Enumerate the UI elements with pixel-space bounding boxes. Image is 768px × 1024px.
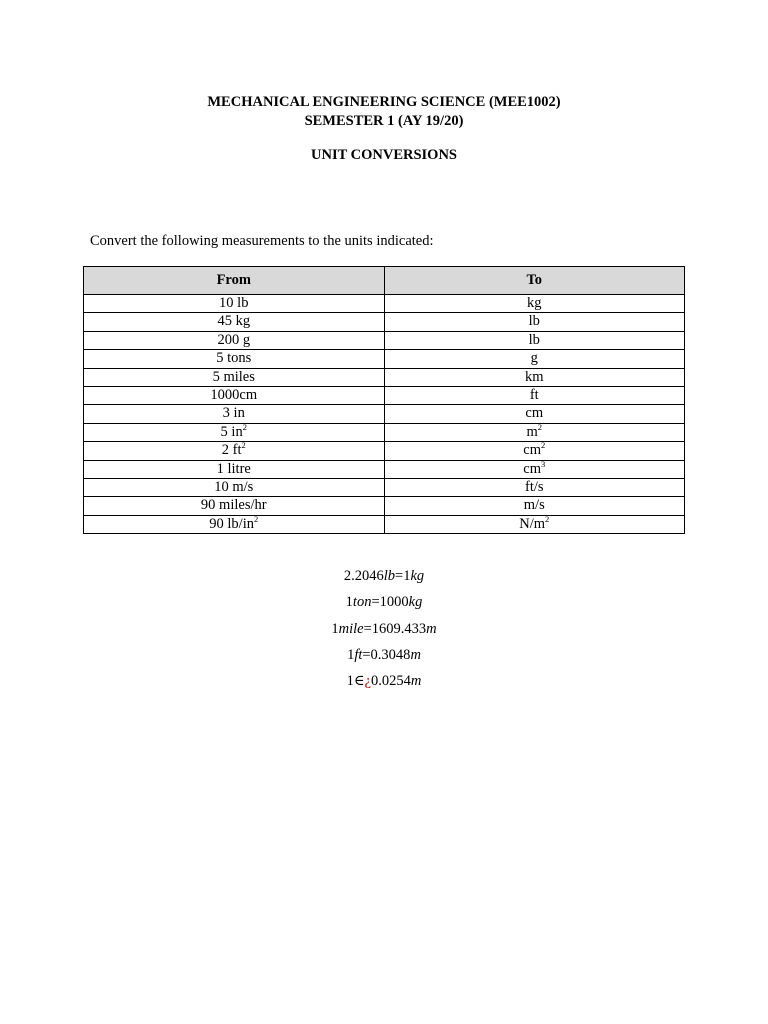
table-row	[84, 350, 685, 368]
cell-from-value: 3 in	[222, 405, 245, 422]
cell-from	[84, 423, 385, 441]
cell-to	[384, 331, 685, 349]
cell-to	[384, 313, 685, 331]
cell-to	[384, 405, 685, 423]
semester-label: SEMESTER 1 (AY 19/20)	[304, 113, 464, 129]
cell-from	[84, 405, 385, 423]
cell-to	[384, 515, 685, 533]
cell-to-value: cm	[523, 442, 541, 459]
table-row	[84, 295, 685, 313]
table-row	[84, 442, 685, 460]
cell-from	[84, 442, 385, 460]
table-row	[84, 515, 685, 533]
cell-to-value: lb	[528, 331, 540, 348]
cell-to-exponent: 3	[540, 458, 546, 469]
cell-from	[84, 515, 385, 533]
cell-to-value: lb	[528, 313, 540, 330]
cell-to-value: N/m	[519, 515, 546, 532]
cell-from-exponent: 2	[241, 440, 246, 451]
cell-to	[384, 295, 685, 313]
formula-ton-kg: 1ton=1000kg	[345, 594, 423, 611]
table-row	[84, 331, 685, 349]
cell-from-value: 200 g	[217, 331, 251, 348]
cell-to	[384, 423, 685, 441]
table-row	[84, 479, 685, 497]
table-body	[84, 295, 685, 534]
instructions-text: Convert the following measurements to the units indicated:	[90, 233, 434, 249]
cell-to-exponent: 2	[540, 440, 546, 451]
table-row	[84, 405, 685, 423]
cell-from-value: 5 tons	[216, 350, 252, 367]
cell-from	[84, 331, 385, 349]
cell-from-value: 2 ft	[221, 442, 242, 459]
cell-from-value: 90 miles/hr	[200, 497, 267, 514]
formula-ft-m: 1ft=0.3048m	[347, 646, 421, 663]
cell-to	[384, 387, 685, 405]
cell-to-value: kg	[527, 295, 542, 311]
cell-from	[84, 387, 385, 405]
cell-from-value: 45 kg	[217, 313, 251, 330]
cell-to	[384, 350, 685, 368]
table-row	[84, 313, 685, 331]
table-header-row	[84, 267, 685, 295]
formula-in-m: 1∈¿0.0254m	[346, 673, 422, 690]
cell-to-value: km	[524, 368, 544, 385]
cell-to-value: cm	[523, 460, 541, 477]
formula-mile-m: 1mile=1609.433m	[331, 620, 437, 637]
table-row	[84, 460, 685, 478]
cell-to-exponent: 2	[545, 513, 550, 524]
conversion-table	[83, 266, 685, 534]
cell-from	[84, 479, 385, 497]
cell-to	[384, 460, 685, 478]
cell-to-value: m	[526, 423, 538, 440]
cell-to-value: ft/s	[524, 479, 544, 496]
cell-from-exponent: 2	[242, 421, 247, 432]
table-row	[84, 368, 685, 386]
cell-to-value: ft	[529, 387, 539, 404]
cell-from	[84, 460, 385, 478]
table-row	[84, 497, 685, 515]
table-row	[84, 423, 685, 441]
cell-to-value: cm	[525, 405, 544, 422]
cell-from-value: 1 litre	[216, 460, 251, 477]
cell-from-value: 5 in	[220, 423, 243, 440]
cell-to	[384, 479, 685, 497]
column-header-to: To	[384, 267, 685, 295]
cell-from-value: 10 lb	[219, 295, 249, 311]
section-title: UNIT CONVERSIONS	[311, 147, 457, 163]
cell-from	[84, 497, 385, 515]
cell-to	[384, 497, 685, 515]
cell-to	[384, 442, 685, 460]
cell-to-exponent: 2	[537, 421, 543, 432]
table-row	[84, 387, 685, 405]
cell-from	[84, 313, 385, 331]
column-header-from: From	[84, 267, 385, 295]
cell-from-value: 1000cm	[210, 387, 258, 404]
formula-lb-kg: 2.2046lb=1kg	[343, 568, 425, 584]
cell-to-value: g	[530, 350, 538, 367]
cell-from-value: 10 m/s	[214, 479, 254, 496]
conversion-factors	[0, 566, 768, 697]
cell-from-value: 90 lb/in	[209, 515, 254, 532]
cell-to	[384, 368, 685, 386]
cell-from	[84, 295, 385, 313]
cell-from-exponent: 2	[253, 513, 259, 524]
cell-to-value: m/s	[523, 497, 545, 514]
document-title: MECHANICAL ENGINEERING SCIENCE (MEE1002)	[207, 94, 561, 110]
cell-from-value: 5 miles	[212, 368, 255, 385]
cell-from	[84, 350, 385, 368]
cell-from	[84, 368, 385, 386]
